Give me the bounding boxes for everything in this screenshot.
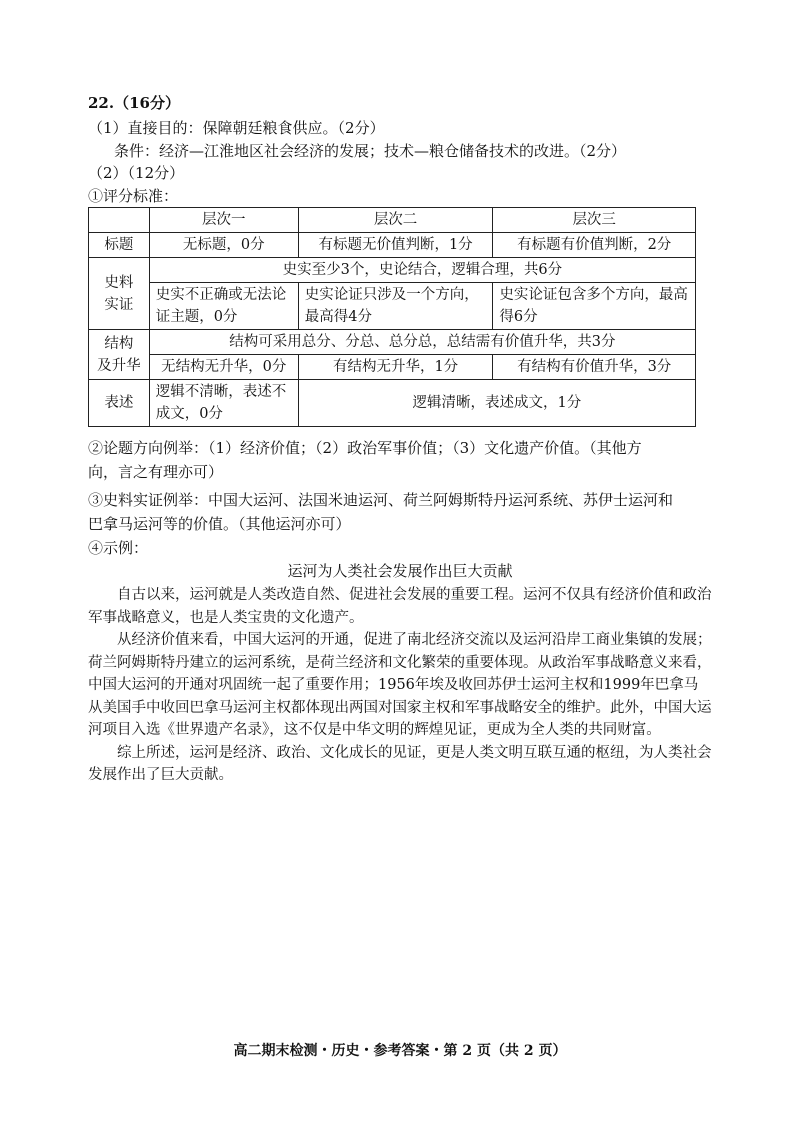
essay-body bbox=[88, 584, 712, 787]
rubric-cell: 有结构无升华，1分 bbox=[298, 355, 493, 380]
rubric-evidence-summary-row bbox=[89, 258, 696, 283]
part1-conditions: 条件：经济—江淮地区社会经济的发展；技术—粮仓储备技术的改进。（2分） bbox=[114, 142, 627, 160]
rubric-header-level-3: 层次三 bbox=[493, 208, 696, 233]
essay-title: 运河为人类社会发展作出巨大贡献 bbox=[287, 562, 513, 580]
rubric-title-row bbox=[89, 233, 696, 258]
rubric-row-label bbox=[89, 258, 150, 330]
rubric-row-label-line: 实证 bbox=[104, 296, 134, 313]
rubric-cell: 逻辑不清晰，表述不成文，0分 bbox=[149, 380, 298, 427]
example-label: ④示例： bbox=[88, 539, 149, 557]
rubric-structure-levels-row bbox=[89, 355, 696, 380]
rubric-row-label-line: 结构 bbox=[104, 335, 134, 352]
rubric-header-level-2: 层次二 bbox=[298, 208, 493, 233]
rubric-corner-cell bbox=[89, 208, 150, 233]
rubric-cell: 有标题无价值判断，1分 bbox=[298, 233, 493, 258]
rubric-cell: 逻辑清晰，表述成文，1分 bbox=[298, 380, 695, 427]
part1-direct-purpose: （1）直接目的：保障朝廷粮食供应。（2分） bbox=[88, 119, 385, 137]
direction-examples-line-2: 向，言之有理亦可） bbox=[88, 463, 224, 481]
rubric-cell: 有标题有价值判断，2分 bbox=[493, 233, 696, 258]
essay-paragraph: 从经济价值来看，中国大运河的开通，促进了南北经济交流以及运河沿岸工商业集镇的发展；荷兰阿姆斯特丹建立的运河系统，是荷兰经济和文化繁荣的重要体现。从政治军事战略意义来看，中国大运河的开通对巩固统一起了重要作用；1956年埃及收回苏伊士运河主权和1999年巴拿马从美国手中收回巴拿马运河主权都体现出两国对国家主权和军事战略安全的维护。此外，中国大运河项目入选《世界遗产名录》，这不仅是中华文明的辉煌见证，更成为全人类的共同财富。 bbox=[88, 632, 712, 738]
rubric-cell: 史实论证只涉及一个方向，最高得4分 bbox=[298, 283, 493, 330]
essay-paragraph: 综上所述，运河是经济、政治、文化成长的见证，更是人类文明互联互通的枢纽，为人类社会发展作出了巨大贡献。 bbox=[88, 744, 712, 783]
evidence-examples-line-2: 巴拿马运河等的价值。（其他运河亦可） bbox=[88, 515, 351, 533]
criteria-label: ①评分标准： bbox=[88, 187, 179, 205]
rubric-summary-cell: 结构可采用总分、分总、总分总，总结需有价值升华，共3分 bbox=[149, 330, 695, 355]
evidence-examples-line-1: ③史料实证例举：中国大运河、法国米迪运河、荷兰阿姆斯特丹运河系统、苏伊士运河和 bbox=[88, 491, 674, 509]
rubric-row-label-line: 及升华 bbox=[97, 357, 141, 374]
rubric-row-label bbox=[89, 330, 150, 380]
essay-paragraph: 自古以来，运河就是人类改造自然、促进社会发展的重要工程。运河不仅具有经济价值和政治军事战略意义，也是人类宝贵的文化遗产。 bbox=[88, 587, 712, 626]
rubric-cell: 无结构无升华，0分 bbox=[149, 355, 298, 380]
rubric-cell: 无标题，0分 bbox=[149, 233, 298, 258]
rubric-summary-cell: 史实至少3个，史论结合，逻辑合理，共6分 bbox=[149, 258, 695, 283]
rubric-cell: 史实不正确或无法论证主题，0分 bbox=[149, 283, 298, 330]
page-footer: 高二期末检测・历史・参考答案・第 2 页（共 2 页） bbox=[233, 1043, 567, 1059]
scoring-rubric-table bbox=[88, 207, 696, 427]
part2-heading: （2）（12分） bbox=[88, 164, 185, 182]
direction-examples-line-1: ②论题方向例举：（1）经济价值；（2）政治军事价值；（3）文化遗产价值。（其他方 bbox=[88, 439, 642, 457]
question-number: 22.（16分） bbox=[88, 94, 180, 112]
rubric-cell: 有结构有价值升华，3分 bbox=[493, 355, 696, 380]
rubric-header-level-1: 层次一 bbox=[149, 208, 298, 233]
rubric-structure-summary-row bbox=[89, 330, 696, 355]
rubric-cell: 史实论证包含多个方向，最高得6分 bbox=[493, 283, 696, 330]
rubric-evidence-levels-row bbox=[89, 283, 696, 330]
rubric-row-label-line: 史料 bbox=[104, 274, 134, 291]
rubric-row-label: 标题 bbox=[89, 233, 150, 258]
rubric-expression-row bbox=[89, 380, 696, 427]
rubric-header-row bbox=[89, 208, 696, 233]
rubric-row-label: 表述 bbox=[89, 380, 150, 427]
